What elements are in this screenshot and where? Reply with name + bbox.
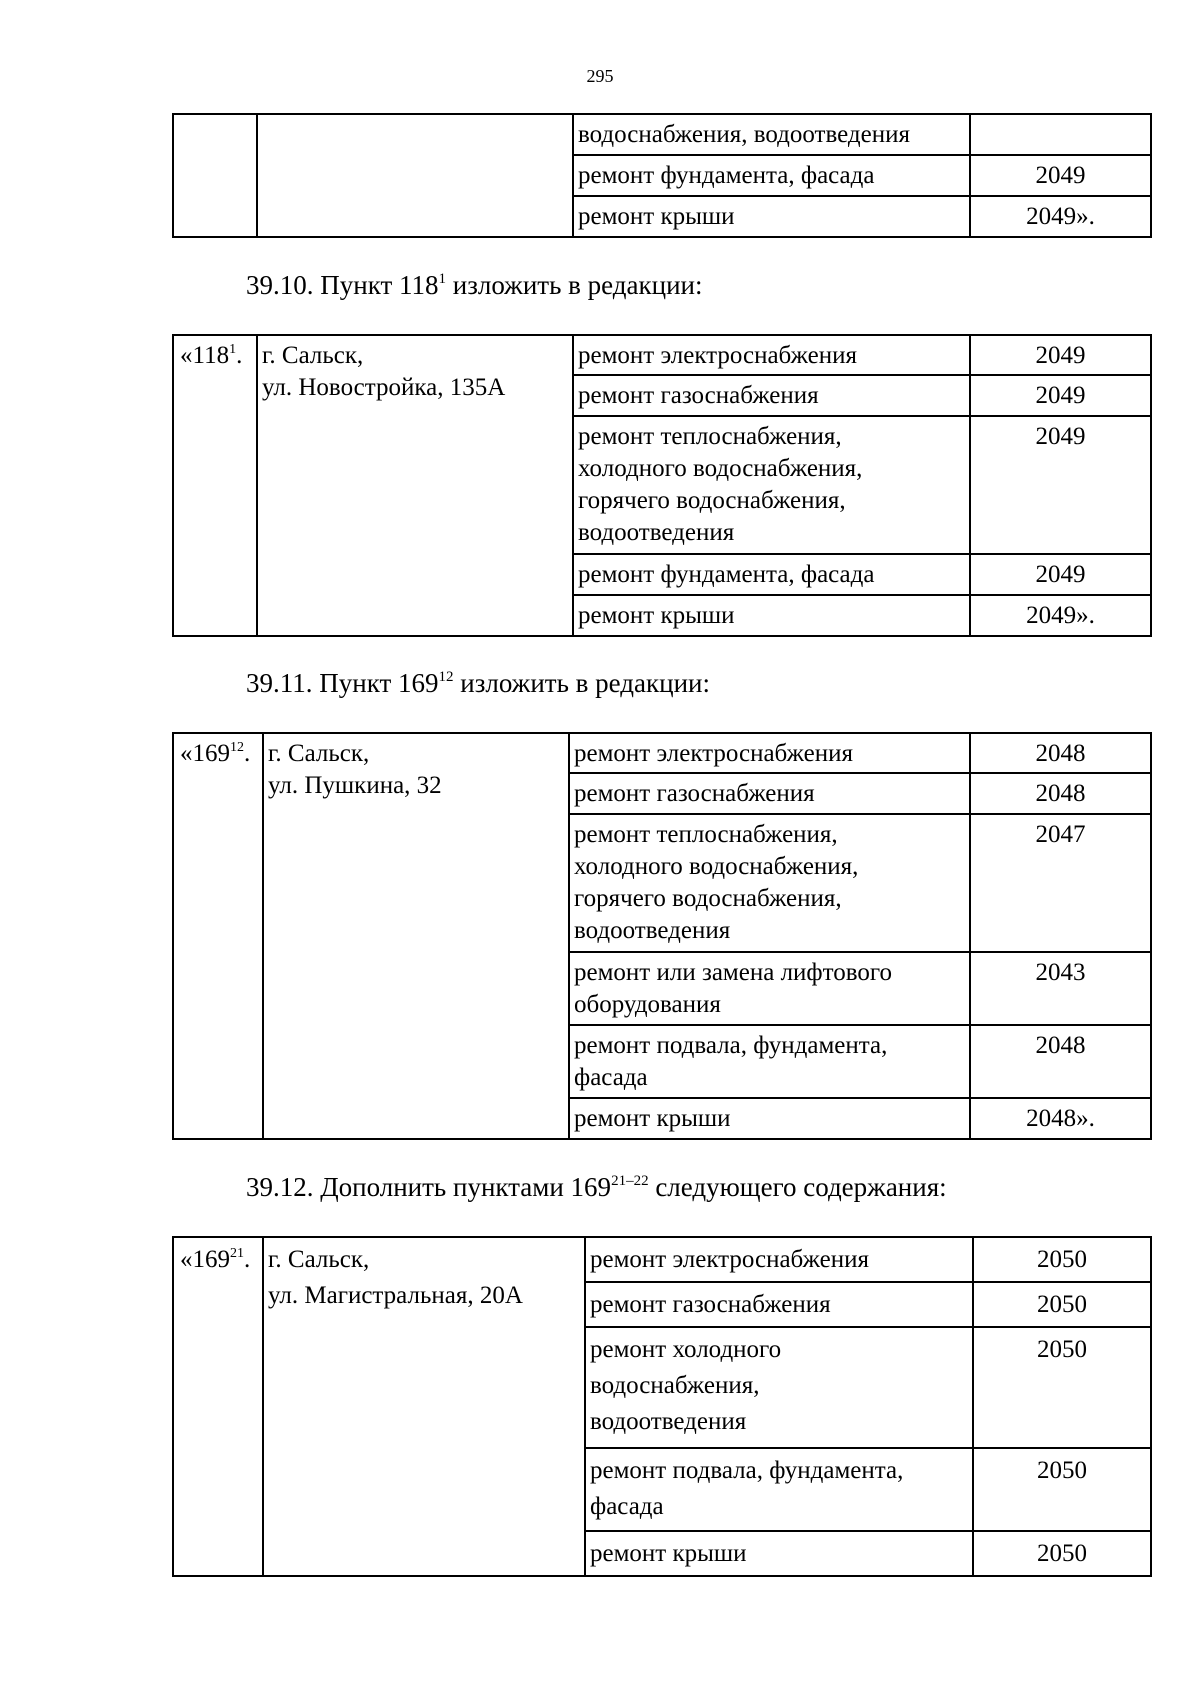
work-cell: ремонт крыши — [573, 595, 970, 636]
item-number: «$169^{21}$. — [173, 1237, 263, 1576]
heading-39-10: 39.10. Пункт $118^1$ изложить в редакции: — [246, 270, 703, 300]
heading-39-12: 39.12. Дополнить пунктами 169$^{21-22}$ следующего содержания: — [246, 1172, 947, 1202]
work-cell: ремонт газоснабжения — [573, 375, 970, 416]
address-cell — [257, 114, 573, 237]
work-cell: ремонт подвала, фундамента, фасада — [569, 1025, 970, 1098]
year-cell: 2049 — [970, 416, 1151, 554]
work-cell: ремонт крыши — [585, 1531, 973, 1576]
year-cell: 2049 — [970, 155, 1151, 196]
work-cell: ремонт холодного водоснабжения, водоотведения — [585, 1327, 973, 1448]
year-cell: 2050 — [973, 1448, 1151, 1531]
page-number: 295 — [586, 66, 614, 86]
work-cell: ремонт газоснабжения — [569, 773, 970, 814]
table-item-169-21 — [172, 1236, 1152, 1577]
work-cell: ремонт фундамента, фасада — [573, 155, 970, 196]
year-cell: 2048». — [970, 1098, 1151, 1139]
year-cell: 2049 — [970, 375, 1151, 416]
year-cell: 2050 — [973, 1282, 1151, 1327]
work-cell: ремонт теплоснабжения, холодного водоснабжения, горячего водоснабжения, водоотведения — [573, 416, 970, 554]
work-cell: ремонт подвала, фундамента, фасада — [585, 1448, 973, 1531]
year-cell: 2049». — [970, 196, 1151, 237]
work-cell: ремонт теплоснабжения, холодного водоснабжения, горячего водоснабжения, водоотведения — [569, 814, 970, 952]
year-cell: 2050 — [973, 1531, 1151, 1576]
item-number: «$118^1$. — [173, 335, 257, 636]
table-item-118-1 — [172, 334, 1152, 637]
address-cell: г. Сальск, ул. Пушкина, 32 — [263, 733, 569, 1139]
year-cell — [970, 114, 1151, 155]
year-cell: 2049 — [970, 335, 1151, 375]
year-cell: 2049 — [970, 554, 1151, 595]
year-cell: 2047 — [970, 814, 1151, 952]
year-cell: 2048 — [970, 733, 1151, 773]
work-cell: ремонт электроснабжения — [573, 335, 970, 375]
table-continuation — [172, 113, 1152, 238]
work-cell: водоснабжения, водоотведения — [573, 114, 970, 155]
year-cell: 2048 — [970, 1025, 1151, 1098]
address-cell: г. Сальск, ул. Магистральная, 20А — [263, 1237, 585, 1576]
heading-39-11: 39.11. Пункт $169^{12}$ изложить в редакции: — [246, 668, 710, 698]
item-number: «$169^{12}$. — [173, 733, 263, 1139]
num-cell — [173, 114, 257, 237]
work-cell: ремонт электроснабжения — [569, 733, 970, 773]
work-cell: ремонт фундамента, фасада — [573, 554, 970, 595]
work-cell: ремонт электроснабжения — [585, 1237, 973, 1282]
table-item-169-12 — [172, 732, 1152, 1140]
work-cell: ремонт или замена лифтового оборудования — [569, 952, 970, 1025]
work-cell: ремонт газоснабжения — [585, 1282, 973, 1327]
year-cell: 2049». — [970, 595, 1151, 636]
year-cell: 2048 — [970, 773, 1151, 814]
year-cell: 2050 — [973, 1237, 1151, 1282]
year-cell: 2043 — [970, 952, 1151, 1025]
work-cell: ремонт крыши — [569, 1098, 970, 1139]
address-cell: г. Сальск, ул. Новостройка, 135А — [257, 335, 573, 636]
year-cell: 2050 — [973, 1327, 1151, 1448]
work-cell: ремонт крыши — [573, 196, 970, 237]
